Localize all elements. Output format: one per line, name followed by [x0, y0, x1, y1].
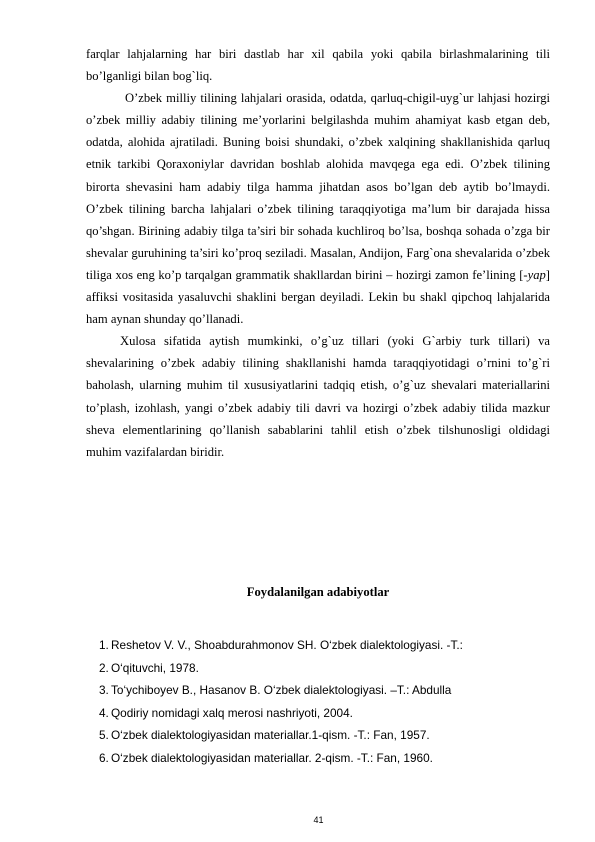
reference-number: 5. — [99, 728, 109, 743]
reference-text: O‘qituvchi, 1978. — [111, 660, 199, 675]
reference-text: O‘zbek dialektologiyasidan materiallar. 2-qism. -T.: Fan, 1960. — [111, 750, 433, 765]
references-list — [86, 634, 550, 770]
reference-item — [86, 702, 550, 725]
reference-text: Reshetov V. V., Shoabdurahmonov SH. O‘zbek dialektologiyasi. -T.: — [111, 638, 463, 652]
reference-item — [86, 747, 550, 770]
paragraph-2 — [86, 87, 550, 330]
references-heading: Foydalanilgan adabiyotlar — [246, 585, 390, 599]
reference-item — [86, 657, 550, 680]
affix-yap: yap — [527, 267, 546, 282]
body-text — [86, 43, 550, 463]
paragraph-3-conclusion: Xulosa sifatida aytish mumkinki, o’g`uz tillari (yoki G`arbiy turk tillari) va shevalarining o’zbek adabiy tilining shakllanishi hamda taraqqiyotidagi o’rnini to’g`ri baholash, ularning muhim til xususiyatlarini tadqiq etish, o’g`uz shevalari materiallarini to’plash, izohlash, yangi o’zbek adabiy tili davri va hozirgi o’zbek adabiy tilida mazkur sheva elementlarining qo’llanish sabablarini tahlil etish o’zbek tilshunosligi oldidagi muhim vazifalardan biridir. — [86, 334, 550, 459]
reference-item — [86, 634, 550, 657]
reference-number: 3. — [99, 683, 109, 698]
reference-number: 6. — [99, 750, 109, 765]
page-number-container — [0, 815, 595, 825]
reference-text: O‘zbek dialektologiyasidan materiallar.1-qism. -T.: Fan, 1957. — [111, 728, 430, 743]
reference-number: 1. — [99, 638, 109, 652]
reference-number: 4. — [99, 705, 109, 720]
reference-text: Qodiriy nomidagi xalq merosi nashriyoti, 2004. — [111, 705, 353, 720]
paragraph-2-text-end: ] affiksi vositasida yasaluvchi shaklini bergan deyiladi. Lekin bu shakl qipchoq lahjalarida ham aynan shunday qo’llanadi. — [86, 267, 550, 327]
reference-number: 2. — [99, 660, 109, 675]
paragraph-2-text-start: O’zbek milliy tilining lahjalari orasida, odatda, qarluq-chigil-uyg`ur lahjasi hozirgi o’zbek milliy adabiy tilining me’yorlarini belgilashda muhim ahamiyat kasb etgan deb, odatda, alohida ajratiladi. Buning boisi shundaki, o’zbek xalqining shakllanishida qarluq etnik tarkibi Qoraxoniylar davridan boshlab alohida mavqega ega edi. O’zbek tilining birorta shevasini ham adabiy tilga hamma jihatdan asos bo’lgan deb aytib bo’lmaydi. O’zbek tilining barcha lahjalari o’zbek tilining taraqqiyotiga ma’lum bir darajada hissa qo’shgan. Birining adabiy tilga ta’siri bir sohada kuchliroq bo’lsa, boshqa sohada o’zga bir shevalar guruhining ta’siri ko’proq seziladi. Masalan, Andijon, Farg`ona shevalarida o’zbek tiliga xos eng ko’p tarqalgan grammatik shakllardan birini – hozirgi zamon fe’lining [- — [86, 91, 550, 282]
paragraph-1: farqlar lahjalarning har biri dastlab har xil qabila yoki qabila birlashmalarining tili bo’lganligi bilan bog`liq. — [86, 47, 550, 84]
reference-text: To‘ychiboyev B., Hasanov B. O‘zbek dialektologiyasi. –T.: Abdulla — [111, 683, 452, 698]
page-number: 41 — [313, 815, 324, 825]
reference-item — [86, 679, 550, 702]
reference-item — [86, 724, 550, 747]
